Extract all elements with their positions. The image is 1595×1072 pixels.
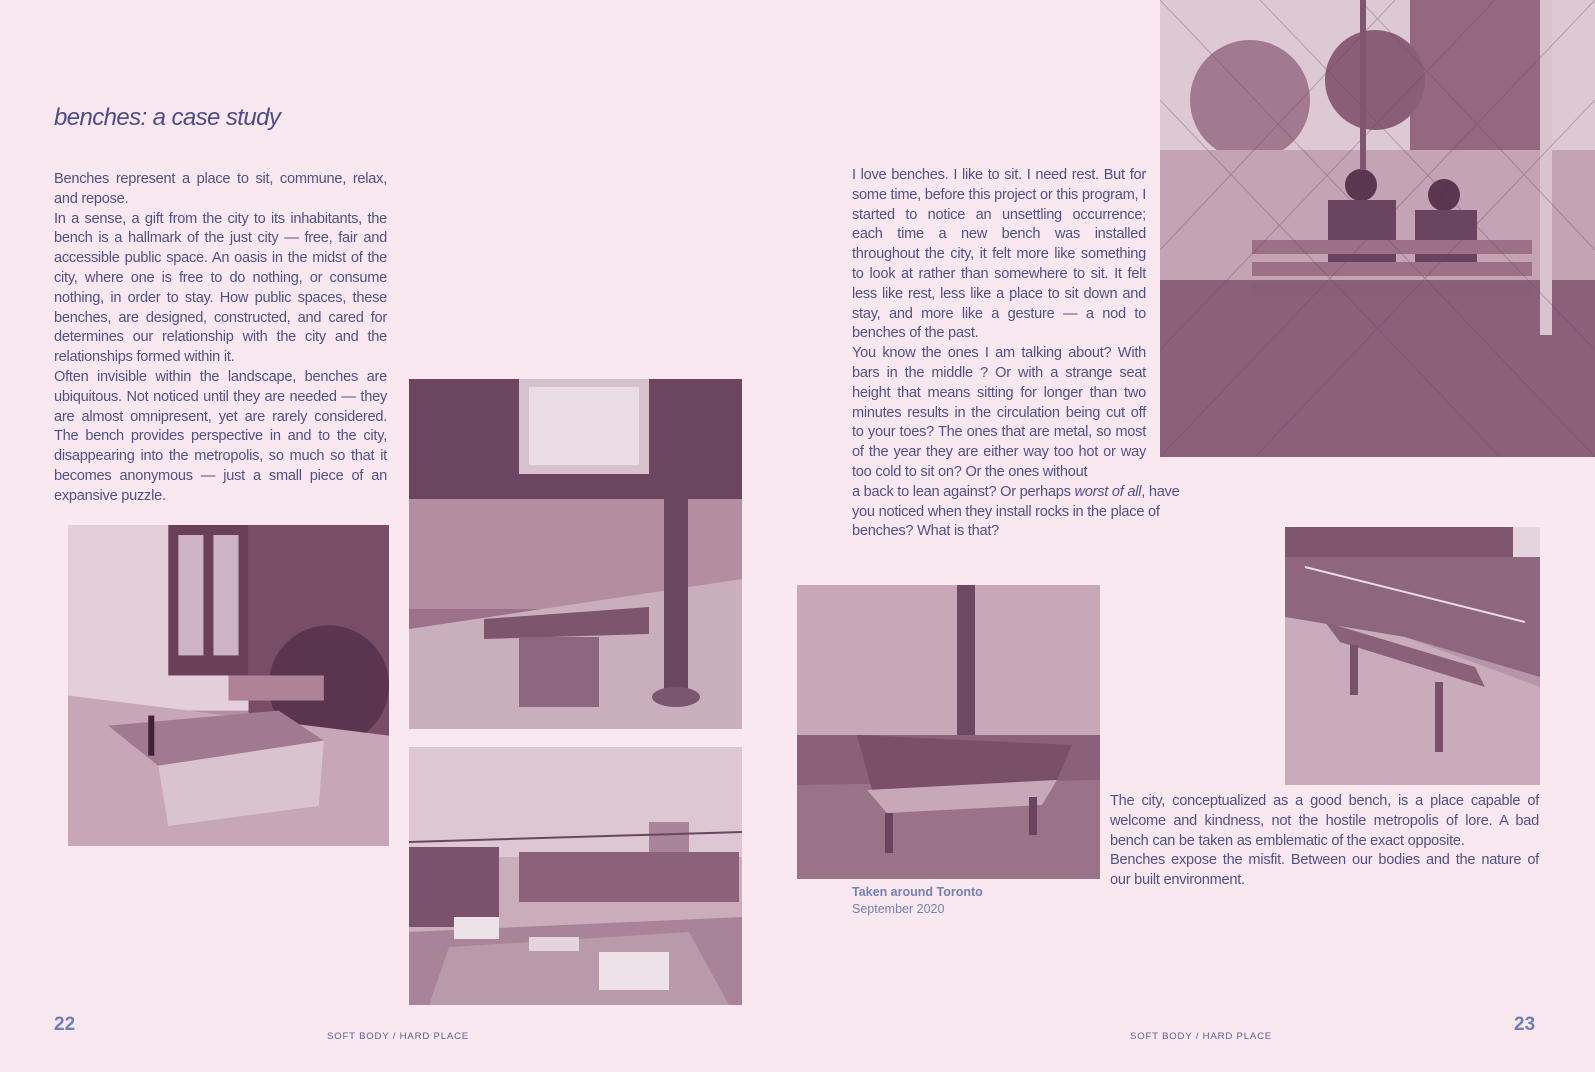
essay-emphasis: worst of all [1074, 483, 1142, 500]
closing-paragraph-1: The city, conceptualized as a good bench, is a place capable of welcome and kindness, not the hostile metropolis of lore. A bad bench can be taken as emblematic of the exact opposite. [1110, 793, 1539, 849]
page-number-right: 23 [1514, 1014, 1536, 1035]
closing-text [1110, 792, 1539, 891]
caption-title: Taken around Toronto [852, 885, 983, 899]
rocks-plaza-photo [409, 747, 742, 1005]
bench-building-photo [68, 525, 389, 846]
essay-text [852, 166, 1180, 542]
essay-paragraph-2-part-a: a back to lean against? Or perhaps [852, 483, 1075, 500]
essay-paragraph-2: You know the ones I am talking about? With bars in the middle ? Or with a strange seat height that means sitting for longer than two minutes results in the circulation being cut off to your toes? The ones that are metal, so most of the year they are either way too hot or way too cold to sit on? Or the ones without [852, 345, 1146, 480]
intro-text [54, 170, 387, 507]
essay-paragraph-2-continued [852, 483, 1186, 542]
bus-stop-bench-photo [409, 379, 742, 729]
essay-paragraph-1: I love benches. I like to sit. I need rest. But for some time, before this project or this program, I started to notice an unsettling occurrence; each time a new bench was installed throughout the city, it felt more like something to look at rather than somewhere to sit. It felt less like rest, less like a place to sit down and stay, and more like a gesture — a nod to benches of the past. [852, 167, 1146, 342]
street-bench-photo [1285, 527, 1540, 785]
closing-paragraph-2: Benches expose the misfit. Between our bodies and the nature of our built environment. [1110, 852, 1539, 889]
photo-caption [852, 884, 983, 918]
running-footer-right: SOFT BODY / HARD PLACE [1130, 1031, 1272, 1042]
page-title: benches: a case study [54, 104, 281, 131]
essay-paragraph-2-part-b: , have you noticed when they install rocks in the place of benches? What is that? [852, 483, 1180, 540]
intro-paragraph-1: Benches represent a place to sit, commune, relax, and repose. [54, 171, 387, 207]
page-number-left: 22 [54, 1014, 76, 1035]
intro-paragraph-2: In a sense, a gift from the city to its inhabitants, the bench is a hallmark of the just city — free, fair and accessible public space. An oasis in the midst of the city, where one is free to do nothing, or consume nothing, in order to stay. How public spaces, these benches, are designed, constructed, and cared for determines our relationship with the city and the relationships formed within it. [54, 210, 387, 366]
people-on-bench-photo [1160, 0, 1595, 457]
intro-paragraph-3: Often invisible within the landscape, benches are ubiquitous. Not noticed until they are needed — they are almost omnipresent, yet are rarely considered. The bench provides perspective in and to the city, disappearing into the metropolis, so much so that it becomes anonymous — just a small piece of an expansive puzzle. [54, 368, 387, 504]
caption-date: September 2020 [852, 902, 945, 916]
bench-tree-photo [797, 585, 1100, 879]
running-footer-left: SOFT BODY / HARD PLACE [327, 1031, 469, 1042]
